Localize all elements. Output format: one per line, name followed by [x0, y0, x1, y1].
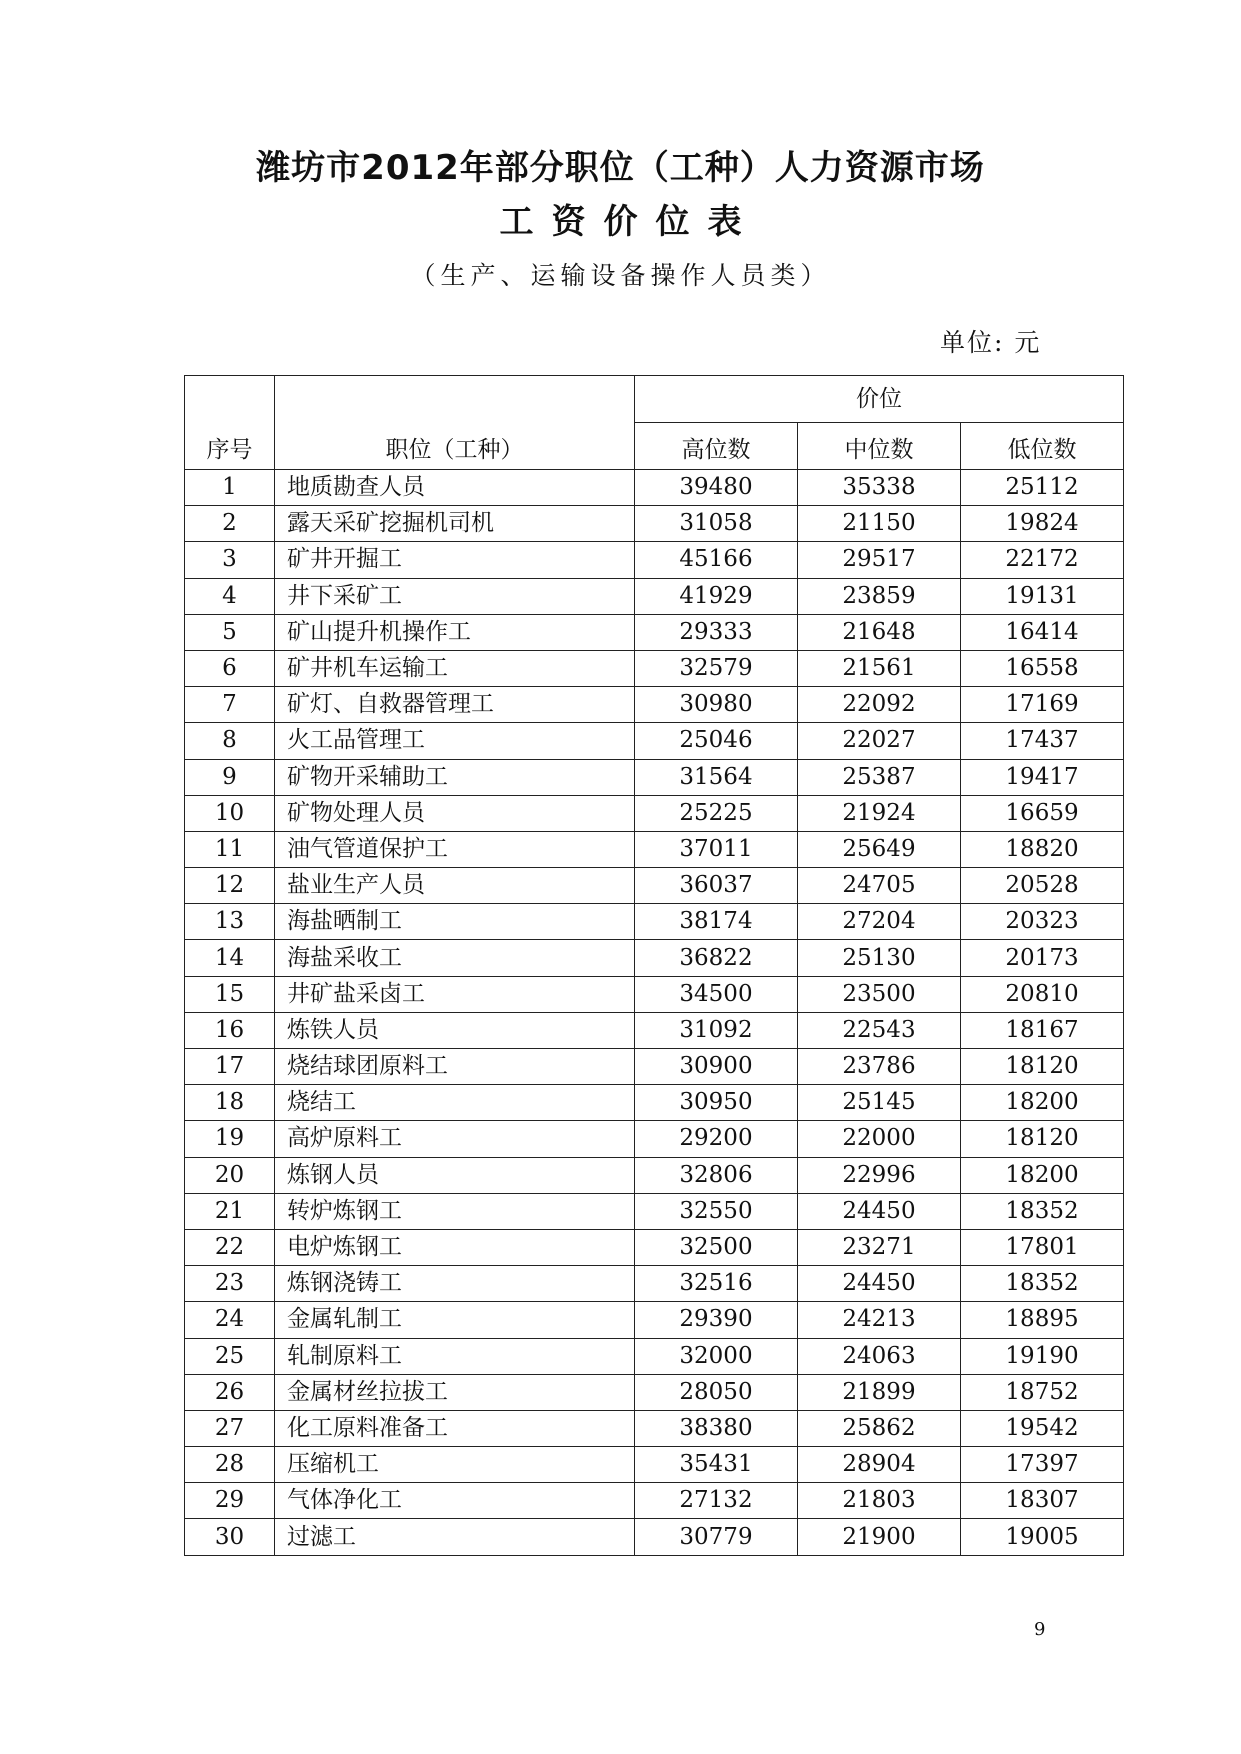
row-low-cell: 19131	[961, 578, 1124, 614]
row-mid-cell: 23786	[798, 1049, 961, 1085]
row-low-cell: 16414	[961, 614, 1124, 650]
row-high-cell: 38174	[635, 904, 798, 940]
row-seq-cell: 14	[185, 940, 275, 976]
row-position-cell: 矿山提升机操作工	[275, 614, 635, 650]
row-mid-cell: 21899	[798, 1374, 961, 1410]
row-mid-cell: 21924	[798, 795, 961, 831]
row-low-cell: 17437	[961, 723, 1124, 759]
row-seq-cell: 13	[185, 904, 275, 940]
header-high: 高位数	[635, 423, 798, 470]
row-high-cell: 30900	[635, 1049, 798, 1085]
row-mid-cell: 21561	[798, 650, 961, 686]
row-position-cell: 海盐晒制工	[275, 904, 635, 940]
row-high-cell: 32000	[635, 1338, 798, 1374]
row-mid-cell: 24213	[798, 1302, 961, 1338]
row-position-cell: 炼钢浇铸工	[275, 1266, 635, 1302]
row-high-cell: 29390	[635, 1302, 798, 1338]
row-mid-cell: 24705	[798, 868, 961, 904]
row-position-cell: 矿物处理人员	[275, 795, 635, 831]
row-low-cell: 18752	[961, 1374, 1124, 1410]
row-low-cell: 20528	[961, 868, 1124, 904]
row-mid-cell: 23500	[798, 976, 961, 1012]
table-row	[185, 1410, 1124, 1446]
row-seq-cell: 29	[185, 1483, 275, 1519]
row-high-cell: 31564	[635, 759, 798, 795]
row-seq-cell: 6	[185, 650, 275, 686]
table-row	[185, 795, 1124, 831]
row-mid-cell: 28904	[798, 1447, 961, 1483]
row-mid-cell: 25862	[798, 1410, 961, 1446]
row-position-cell: 金属材丝拉拔工	[275, 1374, 635, 1410]
row-high-cell: 37011	[635, 831, 798, 867]
table-row	[185, 1049, 1124, 1085]
row-high-cell: 32550	[635, 1193, 798, 1229]
row-seq-cell: 25	[185, 1338, 275, 1374]
page-subtitle: （生产、运输设备操作人员类）	[410, 261, 831, 290]
row-low-cell: 18307	[961, 1483, 1124, 1519]
page-title-line2: 工资价位表	[499, 202, 760, 242]
row-high-cell: 30779	[635, 1519, 798, 1555]
row-seq-cell: 26	[185, 1374, 275, 1410]
row-position-cell: 炼钢人员	[275, 1157, 635, 1193]
row-low-cell: 25112	[961, 470, 1124, 506]
row-high-cell: 25046	[635, 723, 798, 759]
row-position-cell: 过滤工	[275, 1519, 635, 1555]
row-position-cell: 露天采矿挖掘机司机	[275, 506, 635, 542]
table-row	[185, 1085, 1124, 1121]
row-position-cell: 烧结工	[275, 1085, 635, 1121]
row-seq-cell: 19	[185, 1121, 275, 1157]
table-row	[185, 1519, 1124, 1555]
table-row	[185, 650, 1124, 686]
row-low-cell: 22172	[961, 542, 1124, 578]
row-high-cell: 29333	[635, 614, 798, 650]
row-high-cell: 32500	[635, 1229, 798, 1265]
row-low-cell: 17169	[961, 687, 1124, 723]
row-high-cell: 39480	[635, 470, 798, 506]
row-high-cell: 29200	[635, 1121, 798, 1157]
row-low-cell: 18352	[961, 1266, 1124, 1302]
row-low-cell: 18120	[961, 1121, 1124, 1157]
table-row	[185, 578, 1124, 614]
row-position-cell: 金属轧制工	[275, 1302, 635, 1338]
row-seq-cell: 7	[185, 687, 275, 723]
row-seq-cell: 3	[185, 542, 275, 578]
row-seq-cell: 23	[185, 1266, 275, 1302]
row-high-cell: 28050	[635, 1374, 798, 1410]
table-row	[185, 1121, 1124, 1157]
row-mid-cell: 23859	[798, 578, 961, 614]
row-high-cell: 32806	[635, 1157, 798, 1193]
header-low: 低位数	[961, 423, 1124, 470]
row-low-cell: 19417	[961, 759, 1124, 795]
row-position-cell: 油气管道保护工	[275, 831, 635, 867]
table-row	[185, 506, 1124, 542]
row-position-cell: 井矿盐采卤工	[275, 976, 635, 1012]
row-seq-cell: 28	[185, 1447, 275, 1483]
row-high-cell: 31058	[635, 506, 798, 542]
row-high-cell: 35431	[635, 1447, 798, 1483]
row-mid-cell: 22027	[798, 723, 961, 759]
row-position-cell: 海盐采收工	[275, 940, 635, 976]
row-position-cell: 矿物开采辅助工	[275, 759, 635, 795]
row-mid-cell: 21900	[798, 1519, 961, 1555]
row-position-cell: 气体净化工	[275, 1483, 635, 1519]
table-row	[185, 1447, 1124, 1483]
table-row	[185, 940, 1124, 976]
header-price-group: 价位	[635, 376, 1124, 423]
row-position-cell: 高炉原料工	[275, 1121, 635, 1157]
table-row	[185, 1229, 1124, 1265]
row-mid-cell: 25130	[798, 940, 961, 976]
table-row	[185, 1157, 1124, 1193]
table-row	[185, 831, 1124, 867]
row-high-cell: 34500	[635, 976, 798, 1012]
table-row	[185, 1374, 1124, 1410]
row-seq-cell: 11	[185, 831, 275, 867]
row-mid-cell: 22543	[798, 1012, 961, 1048]
row-low-cell: 20810	[961, 976, 1124, 1012]
row-low-cell: 16659	[961, 795, 1124, 831]
row-seq-cell: 8	[185, 723, 275, 759]
row-high-cell: 32516	[635, 1266, 798, 1302]
row-position-cell: 烧结球团原料工	[275, 1049, 635, 1085]
table-row	[185, 1483, 1124, 1519]
row-position-cell: 轧制原料工	[275, 1338, 635, 1374]
row-position-cell: 炼铁人员	[275, 1012, 635, 1048]
row-mid-cell: 25145	[798, 1085, 961, 1121]
row-low-cell: 19005	[961, 1519, 1124, 1555]
table-row	[185, 470, 1124, 506]
header-position: 职位（工种）	[275, 376, 635, 470]
row-mid-cell: 21150	[798, 506, 961, 542]
table-row	[185, 904, 1124, 940]
row-low-cell: 17397	[961, 1447, 1124, 1483]
row-seq-cell: 22	[185, 1229, 275, 1265]
row-low-cell: 18895	[961, 1302, 1124, 1338]
row-low-cell: 19542	[961, 1410, 1124, 1446]
table-row	[185, 976, 1124, 1012]
table-row	[185, 723, 1124, 759]
row-position-cell: 地质勘查人员	[275, 470, 635, 506]
row-low-cell: 18167	[961, 1012, 1124, 1048]
row-mid-cell: 27204	[798, 904, 961, 940]
row-seq-cell: 12	[185, 868, 275, 904]
wage-table-body	[185, 470, 1124, 1556]
row-mid-cell: 21648	[798, 614, 961, 650]
row-mid-cell: 21803	[798, 1483, 961, 1519]
row-high-cell: 30950	[635, 1085, 798, 1121]
table-row	[185, 1338, 1124, 1374]
page-number: 9	[1034, 1619, 1046, 1640]
row-position-cell: 矿井机车运输工	[275, 650, 635, 686]
row-seq-cell: 10	[185, 795, 275, 831]
row-seq-cell: 24	[185, 1302, 275, 1338]
row-position-cell: 化工原料准备工	[275, 1410, 635, 1446]
table-row	[185, 542, 1124, 578]
row-mid-cell: 25649	[798, 831, 961, 867]
row-low-cell: 18120	[961, 1049, 1124, 1085]
row-low-cell: 18352	[961, 1193, 1124, 1229]
row-position-cell: 电炉炼钢工	[275, 1229, 635, 1265]
row-low-cell: 19824	[961, 506, 1124, 542]
row-seq-cell: 5	[185, 614, 275, 650]
row-mid-cell: 29517	[798, 542, 961, 578]
row-mid-cell: 22000	[798, 1121, 961, 1157]
row-high-cell: 25225	[635, 795, 798, 831]
row-mid-cell: 35338	[798, 470, 961, 506]
table-row	[185, 868, 1124, 904]
row-low-cell: 20323	[961, 904, 1124, 940]
row-seq-cell: 18	[185, 1085, 275, 1121]
row-mid-cell: 24063	[798, 1338, 961, 1374]
row-low-cell: 20173	[961, 940, 1124, 976]
row-mid-cell: 22996	[798, 1157, 961, 1193]
row-seq-cell: 16	[185, 1012, 275, 1048]
row-low-cell: 18200	[961, 1085, 1124, 1121]
row-mid-cell: 24450	[798, 1193, 961, 1229]
row-low-cell: 19190	[961, 1338, 1124, 1374]
header-seq: 序号	[185, 376, 275, 470]
row-high-cell: 27132	[635, 1483, 798, 1519]
page-title-line1: 潍坊市2012年部分职位（工种）人力资源市场	[256, 148, 985, 188]
row-high-cell: 45166	[635, 542, 798, 578]
row-high-cell: 31092	[635, 1012, 798, 1048]
row-seq-cell: 27	[185, 1410, 275, 1446]
table-row	[185, 687, 1124, 723]
row-high-cell: 30980	[635, 687, 798, 723]
row-seq-cell: 20	[185, 1157, 275, 1193]
wage-table-header	[185, 376, 1124, 470]
table-row	[185, 614, 1124, 650]
table-row	[185, 1266, 1124, 1302]
row-position-cell: 矿井开掘工	[275, 542, 635, 578]
row-seq-cell: 15	[185, 976, 275, 1012]
row-position-cell: 压缩机工	[275, 1447, 635, 1483]
row-seq-cell: 17	[185, 1049, 275, 1085]
row-position-cell: 盐业生产人员	[275, 868, 635, 904]
table-row	[185, 759, 1124, 795]
wage-table	[184, 375, 1124, 1556]
row-low-cell: 16558	[961, 650, 1124, 686]
row-seq-cell: 2	[185, 506, 275, 542]
row-seq-cell: 1	[185, 470, 275, 506]
row-position-cell: 转炉炼钢工	[275, 1193, 635, 1229]
table-row	[185, 1302, 1124, 1338]
row-high-cell: 36822	[635, 940, 798, 976]
table-row	[185, 1012, 1124, 1048]
row-position-cell: 井下采矿工	[275, 578, 635, 614]
row-mid-cell: 24450	[798, 1266, 961, 1302]
row-low-cell: 17801	[961, 1229, 1124, 1265]
table-row	[185, 1193, 1124, 1229]
row-low-cell: 18820	[961, 831, 1124, 867]
row-mid-cell: 22092	[798, 687, 961, 723]
row-high-cell: 36037	[635, 868, 798, 904]
row-seq-cell: 21	[185, 1193, 275, 1229]
row-high-cell: 32579	[635, 650, 798, 686]
header-mid: 中位数	[798, 423, 961, 470]
row-position-cell: 矿灯、自救器管理工	[275, 687, 635, 723]
row-seq-cell: 9	[185, 759, 275, 795]
row-seq-cell: 30	[185, 1519, 275, 1555]
row-seq-cell: 4	[185, 578, 275, 614]
row-high-cell: 41929	[635, 578, 798, 614]
row-mid-cell: 25387	[798, 759, 961, 795]
row-low-cell: 18200	[961, 1157, 1124, 1193]
row-high-cell: 38380	[635, 1410, 798, 1446]
row-mid-cell: 23271	[798, 1229, 961, 1265]
unit-label: 单位: 元	[940, 328, 1042, 357]
row-position-cell: 火工品管理工	[275, 723, 635, 759]
